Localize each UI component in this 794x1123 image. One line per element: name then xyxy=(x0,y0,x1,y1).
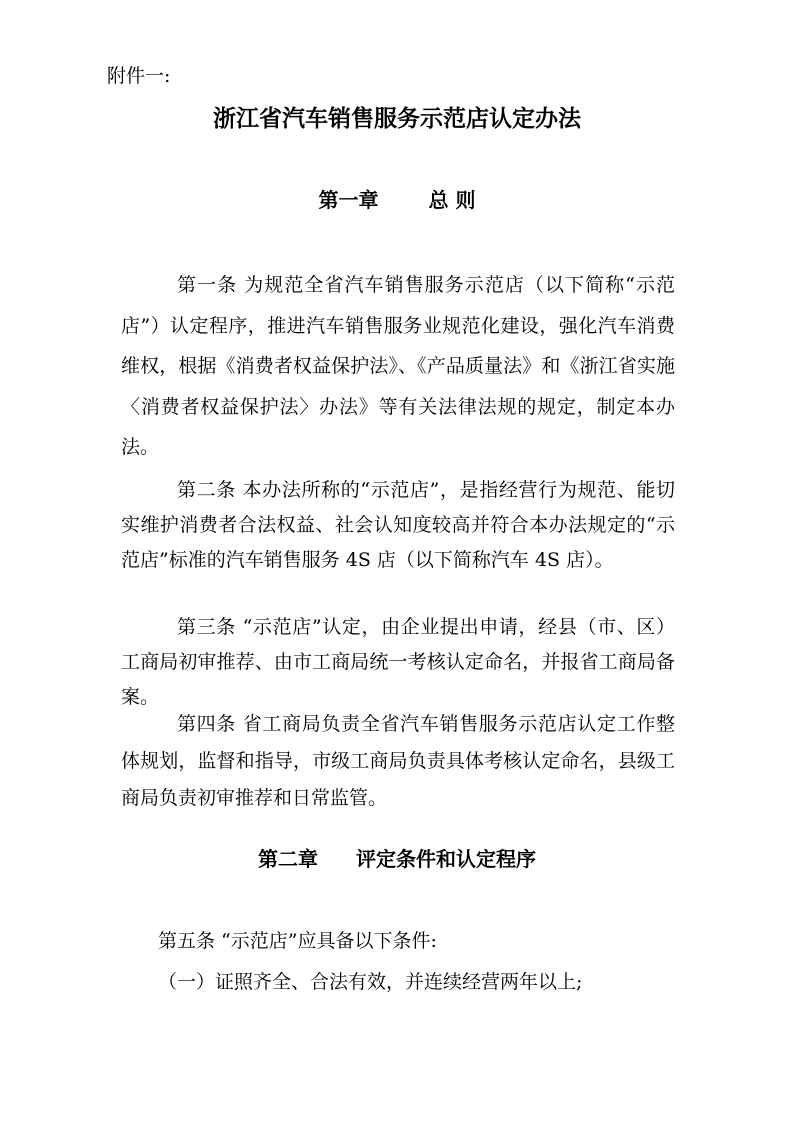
document-title: 浙江省汽车销售服务示范店认定办法 xyxy=(213,105,581,132)
chapter-2-heading xyxy=(0,846,794,872)
article-2: 第二条 本办法所称的“示范店”，是指经营行为规范、能切实维护消费者合法权益、社会认知度较高并符合本办法规定的“示范店”标准的汽车销售服务 4S 店（以下简称汽车 4S 店）。 xyxy=(121,479,675,571)
attachment-label: 附件一: xyxy=(107,65,171,87)
chapter-2-number: 第二章 xyxy=(258,847,318,871)
chapter-1-heading xyxy=(0,187,794,213)
article-5-item-1: （一）证照齐全、合法有效，并连续经营两年以上; xyxy=(158,971,583,993)
chapter-2-name: 评定条件和认定程序 xyxy=(356,847,536,871)
chapter-1-name: 总 则 xyxy=(428,188,476,212)
article-1: 第一条 为规范全省汽车销售服务示范店（以下简称“示范店”）认定程序，推进汽车销售服务业规范化建设，强化汽车消费维权，根据《消费者权益保护法》、《产品质量法》和《浙江省实施〈消费者权益保护法〉办法》等有关法律法规的规定，制定本办法。 xyxy=(121,274,675,458)
article-4: 第四条 省工商局负责全省汽车销售服务示范店认定工作整体规划，监督和指导，市级工商局负责具体考核认定命名，县级工商局负责初审推荐和日常监管。 xyxy=(121,713,675,809)
chapter-1-number: 第一章 xyxy=(318,188,379,212)
article-5: 第五条 “示范店”应具备以下条件: xyxy=(158,930,437,952)
article-3: 第三条 “示范店”认定，由企业提出申请，经县（市、区）工商局初审推荐、由市工商局统一考核认定命名，并报省工商局备案。 xyxy=(121,616,675,708)
